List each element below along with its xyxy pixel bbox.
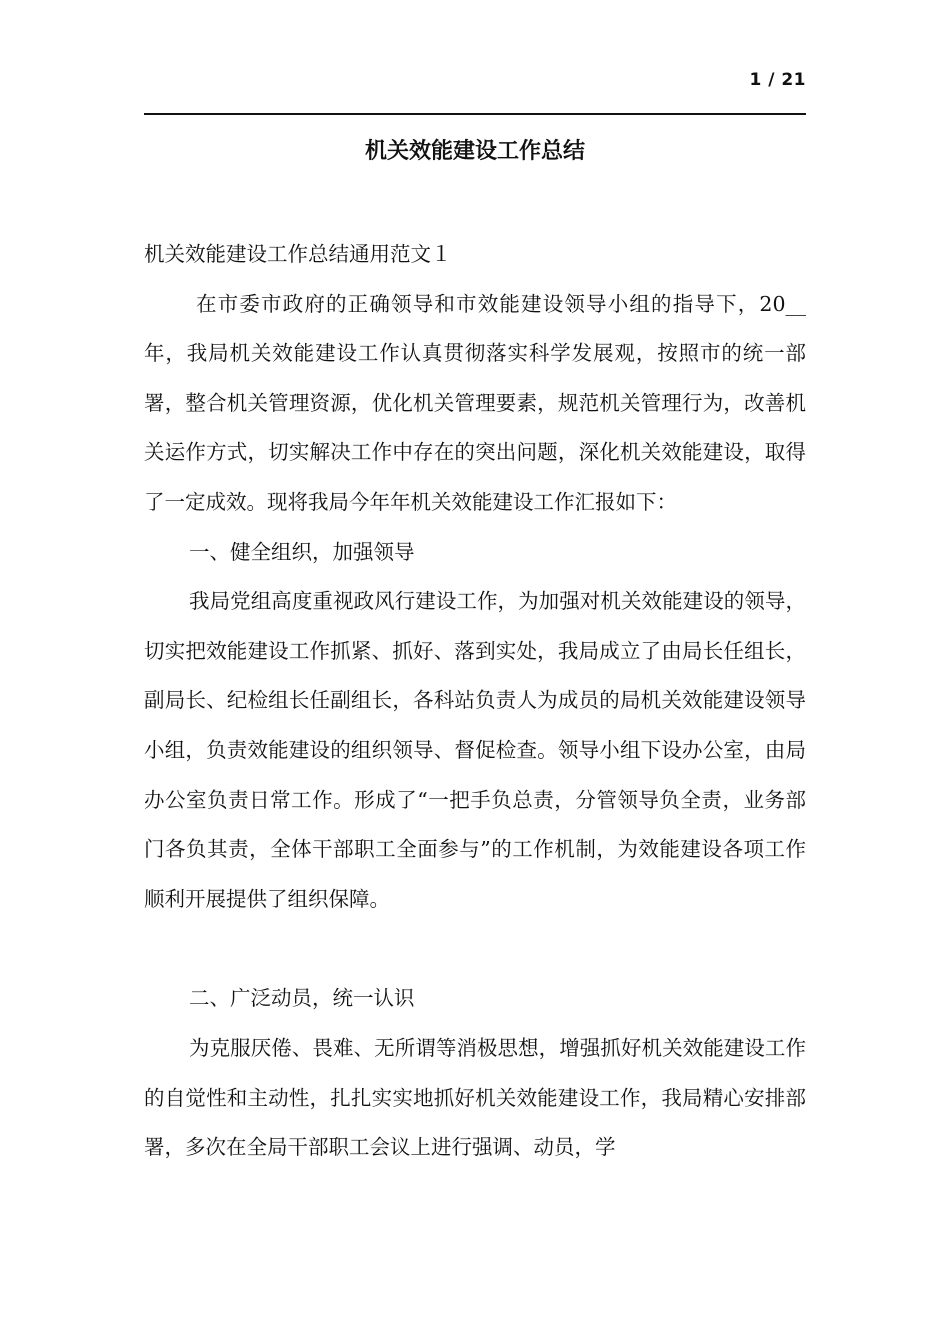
document-body bbox=[144, 230, 806, 1173]
header-divider bbox=[144, 113, 806, 115]
paragraph-intro: 在市委市政府的正确领导和市效能建设领导小组的指导下，20__年，我局机关效能建设工作认真贯彻落实科学发展观，按照市的统一部署，整合机关管理资源，优化机关管理要素，规范机关管理行为，改善机关运作方式，切实解决工作中存在的突出问题，深化机关效能建设，取得了一定成效。现将我局今年年机关效能建设工作汇报如下： bbox=[144, 291, 806, 514]
document-title: 机关效能建设工作总结 bbox=[364, 139, 585, 164]
section-heading-1: 一、健全组织，加强领导 bbox=[189, 539, 415, 564]
paragraph-section-2: 为克服厌倦、畏难、无所谓等消极思想，增强抓好机关效能建设工作的自觉性和主动性，扎扎实实地抓好机关效能建设工作，我局精心安排部署，多次在全局干部职工会议上进行强调、动员，学 bbox=[144, 1035, 806, 1160]
paragraph-section-1: 我局党组高度重视政风行建设工作，为加强对机关效能建设的领导，切实把效能建设工作抓紧、抓好、落到实处，我局成立了由局长任组长，副局长、纪检组长任副组长，各科站负责人为成员的局机关效能建设领导小组，负责效能建设的组织领导、督促检查。领导小组下设办公室，由局办公室负责日常工作。形成了“一把手负总责，分管领导负全责，业务部门各负其责，全体干部职工全面参与”的工作机制，为效能建设各项工作顺利开展提供了组织保障。 bbox=[144, 589, 806, 911]
paragraph-spacer bbox=[144, 924, 806, 974]
document-subtitle: 机关效能建设工作总结通用范文１ bbox=[144, 242, 452, 266]
page-number: 1 / 21 bbox=[749, 70, 806, 90]
section-heading-2: 二、广泛动员，统一认识 bbox=[189, 986, 415, 1011]
